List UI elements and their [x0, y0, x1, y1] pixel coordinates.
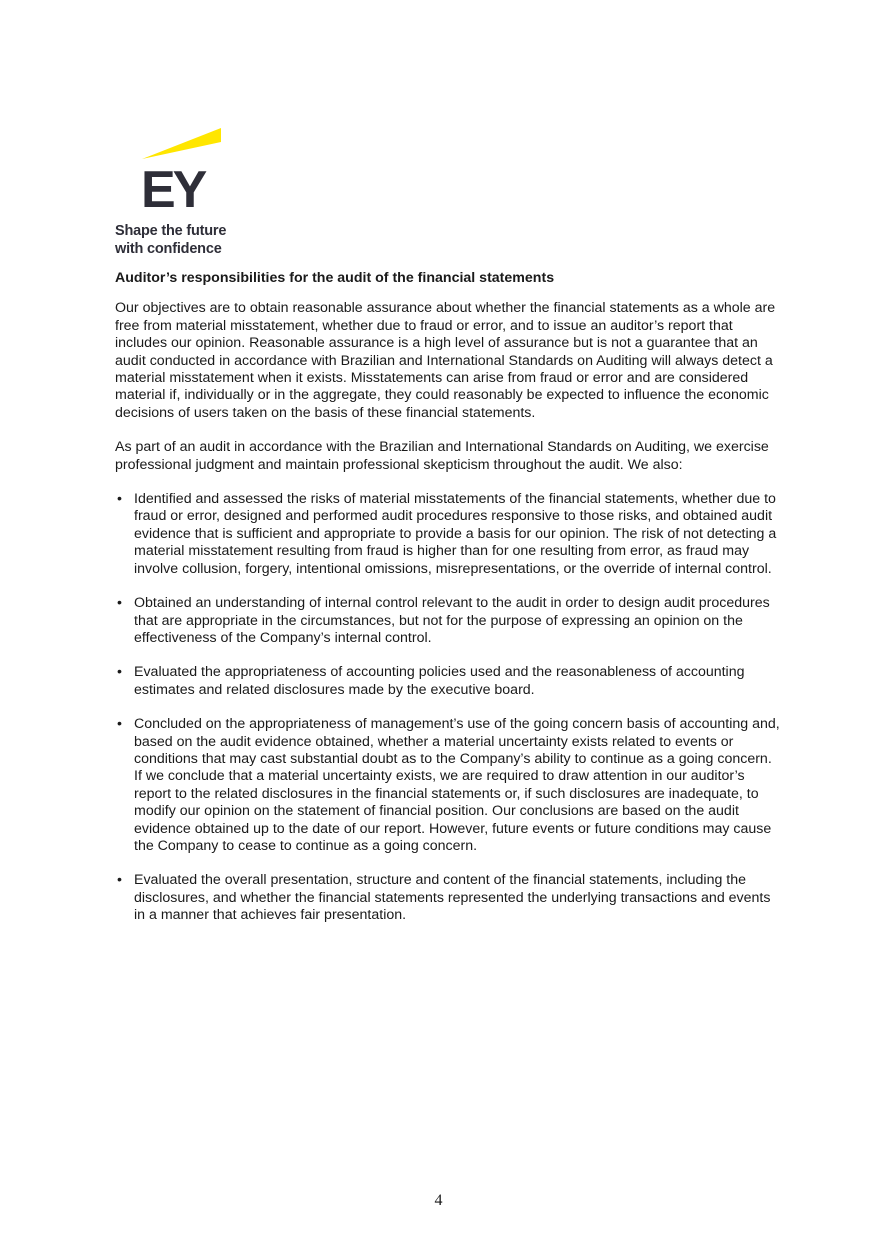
ey-logo — [114, 128, 254, 258]
audit-approach-paragraph: As part of an audit in accordance with the Brazilian and International Standards on Auditing, we exercise professional judgment and maintain professional skepticism throughout the audit. We also: — [115, 439, 769, 473]
list-item — [115, 664, 780, 699]
report-section — [115, 270, 780, 942]
list-item-text: Obtained an understanding of internal control relevant to the audit in order to design audit procedures that are appropriate in the circumstances, but not for the purpose of expressing an opinion on the effectiveness of the Company’s internal control. — [134, 595, 770, 646]
section-title: Auditor’s responsibilities for the audit of the financial statements — [115, 270, 555, 286]
bullet-icon: • — [117, 716, 122, 733]
responsibilities-list — [115, 491, 780, 925]
list-item-text: Concluded on the appropriateness of management’s use of the going concern basis of accounting and, based on the audit evidence obtained, whether a material uncertainty exists related to events or conditions that may cast substantial doubt as to the Company’s ability to continue as a going concern. If we conclude that a material uncertainty exists, we are required to draw attention in our auditor’s report to the related disclosures in the financial statements or, if such disclosures are inadequate, to modify our opinion on the statement of financial position. Our conclusions are based on the audit evidence obtained up to the date of our report. However, future events or future conditions may cause the Company to cease to continue as a going concern. — [134, 716, 780, 854]
list-item-text: Identified and assessed the risks of material misstatements of the financial statements, whether due to fraud or error, designed and performed audit procedures responsive to those risks, and obtained audit evidence that is sufficient and appropriate to provide a basis for our opinion. The risk of not detecting a material misstatement resulting from fraud is higher than for one resulting from error, as fraud may involve collusion, forgery, intentional omissions, misrepresentations, or the override of internal control. — [134, 491, 777, 577]
bullet-icon: • — [117, 491, 122, 508]
bullet-icon: • — [117, 872, 122, 889]
logo-letters: EY — [141, 161, 205, 219]
list-item — [115, 716, 780, 855]
logo-tagline-line2: with confidence — [115, 241, 222, 257]
list-item — [115, 872, 780, 924]
list-item — [115, 595, 780, 647]
list-item-text: Evaluated the overall presentation, structure and content of the financial statements, including the disclosures, and whether the financial statements represented the underlying transactions and events in a manner that achieves fair presentation. — [134, 872, 771, 924]
logo-tagline-line1: Shape the future — [115, 223, 227, 239]
list-item — [115, 491, 780, 578]
bullet-icon: • — [117, 595, 122, 612]
objectives-paragraph: Our objectives are to obtain reasonable assurance about whether the financial statements as a whole are free from material misstatement, whether due to fraud or error, and to issue an auditor’s report that includes our opinion. Reasonable assurance is a high level of assurance but is not a guarantee that an audit conducted in accordance with Brazilian and International Standards on Auditing will always detect a material misstatement when it exists. Misstatements can arise from fraud or error and are considered material if, individually or in the aggregate, they could reasonably be expected to influence the economic decisions of users taken on the basis of these financial statements. — [115, 300, 776, 421]
list-item-text: Evaluated the appropriateness of accounting policies used and the reasonableness of accounting estimates and related disclosures made by the executive board. — [134, 664, 745, 698]
logo-tagline — [115, 222, 226, 258]
page-number: 4 — [434, 1192, 443, 1209]
bullet-icon: • — [117, 664, 122, 681]
